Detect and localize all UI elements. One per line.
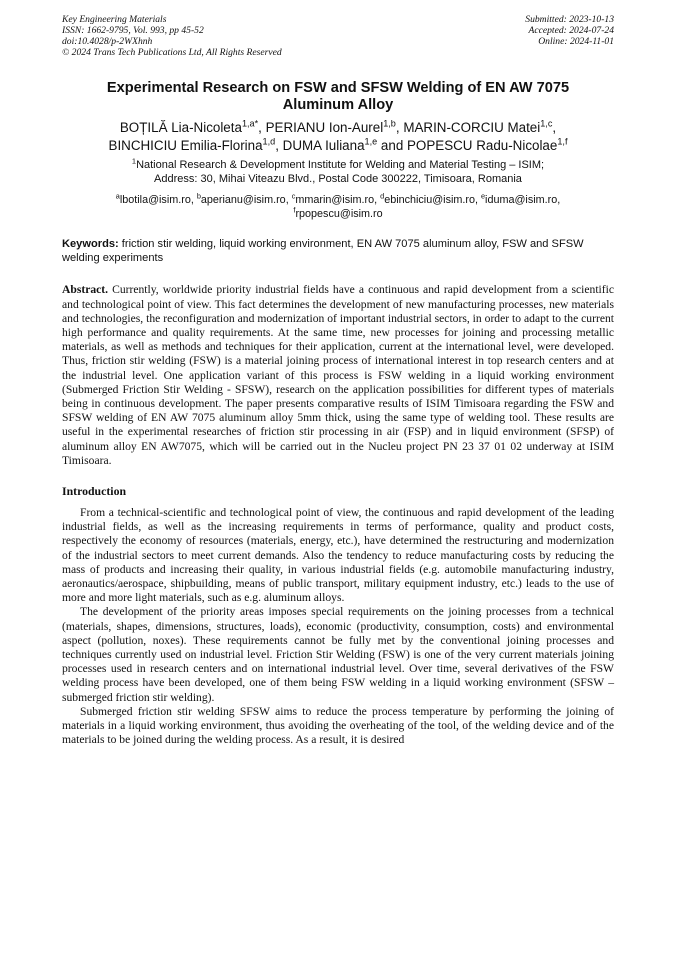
author-list [62,119,614,155]
paper-title-line-2: Aluminum Alloy [282,97,394,113]
affiliation-line-2: Address: 30, Mihai Viteazu Blvd., Postal Code 300222, Timisoara, Romania [154,172,522,185]
email-link[interactable]: $^c$mmarin@isim.ro [291,191,375,206]
journal-header [62,14,614,58]
author: MARIN-CORCIU Matei$^{1,c}$, [403,118,557,135]
introduction-paragraph-3: Submerged friction stir welding SFSW aims to reduce the process temperature by performing the joining of materials in a liquid working environment, thus avoiding the overheating of the tool, of the welding device and of the materials to be joined during the welding process. As a result, it is desired [62,704,614,747]
abstract-text: Currently, worldwide priority industrial fields have a continuous and rapid development from a scientific and technological point of view. This fact determines the development of new manufacturing processes, new materials and technologies, the reconfiguration and modernization of important industrial sectors, in order to adapt to the current high performance and quality requirements. At the same time, new processes for joining and processing metallic materials, as well as methods and techniques for their application, current at the international level, were developed. Thus, friction stir welding (FSW) is a material joining process of international interest in top research centers and at the industrial level. One application variant of this process is FSW welding in a liquid working environment (Submerged Friction Stir Welding - SFSW), research on the application possibilities for different types of materials being in continuous development. The paper presents comparative results of ISIM Timisoara regarding the FSW and SFSW welding of EN AW 7075 aluminum alloy 5mm thick, using the same type of welding tool. These results are useful in the experimental researches of friction stir processing in air (FSP) and in liquid environment (SFSP) of aluminum alloy EN AW7075, which will be carried out in the Nucleu project PN 23 37 01 02 underway at ISIM Timisoara. [62,283,614,467]
author: POPESCU Radu-Nicolae$^{1,f}$ [407,136,568,153]
abstract [62,283,614,468]
journal-copyright: © 2024 Trans Tech Publications Ltd, All Rights Reserved [62,47,282,58]
submitted-date: Submitted: 2023-10-13 [525,14,614,25]
email-link[interactable]: $^d$ebinchiciu@isim.ro [380,191,475,206]
abstract-label: Abstract. [62,283,109,297]
email-link[interactable]: $^e$iduma@isim.ro [480,191,558,206]
email-link[interactable]: $^b$aperianu@isim.ro [196,191,286,206]
author: BINCHICIU Emilia-Florina$^{1,d}$, [108,136,283,153]
email-link[interactable]: $^f$rpopescu@isim.ro [293,205,383,220]
introduction-paragraph-2: The development of the priority areas imposes special requirements on the joining processes from a technical (materials, shapes, dimensions, structures, loads), economic (productivity, consumption, costs) and environmental aspect (pollution, noxes). These requirements cannot be fully met by the conventional joining processes and techniques currently used on industrial level. Friction Stir Welding (FSW) is one of the very current materials joining processes used in research centers and on international industrial level. Over time, several derivatives of the FSW welding process have been developed, one of them being FSW welding in a liquid working environment (SFSW – submerged friction stir welding). [62,605,614,704]
accepted-date: Accepted: 2024-07-24 [528,25,614,36]
section-heading-introduction: Introduction [62,484,127,499]
keywords-label: Keywords: [62,238,119,250]
author: BOȚILĂ Lia-Nicoleta$^{1,a*}$, [119,118,266,135]
paper-page [62,14,614,748]
introduction-paragraph-1: From a technical-scientific and technological point of view, the continuous and rapid development of the leading industrial fields, as well as the increasing requirements in terms of performance, quality and product costs, respectively the economy of resources (materials, energy, etc.), have determined the restructuring and modernization of the industrial sectors to meet current demands. Also the tendency to reduce manufacturing costs by reducing the mass of products and increasing their quality, in various industrial fields (e.g. automobile manufacturing industry, aeronautics/aerospace, shipbuilding, means of public transport, military equipment industry, etc.) leads to the use of more and more light materials, such as e.g. aluminum alloys. [62,506,614,605]
affiliation-line-1: $^1$National Research & Development Institute for Welding and Material Testing – ISIM; [131,156,545,171]
keywords [62,237,614,265]
keywords-text: friction stir welding, liquid working environment, EN AW 7075 aluminum alloy, FSW and SFSW welding experiments [62,238,584,265]
journal-issn: ISSN: 1662-9795, Vol. 993, pp 45-52 [62,25,204,36]
author: PERIANU Ion-Aurel$^{1,b}$, [265,118,404,135]
affiliation [62,156,614,186]
author: DUMA Iuliana$^{1,e}$ and [282,136,407,153]
author-emails: $^a$lbotila@isim.ro, $^b$aperianu@isim.ro, $^c$mmarin@isim.ro, $^d$ebinchiciu@isim.ro, $^e$iduma@isim.ro, $^f$rpopescu@isim.ro [115,191,561,220]
journal-name: Key Engineering Materials [62,14,167,25]
online-date: Online: 2024-11-01 [538,36,614,47]
paper-title-line-1: Experimental Research on FSW and SFSW Welding of EN AW 7075 [106,80,570,96]
publication-dates [525,14,614,58]
email-link[interactable]: $^a$lbotila@isim.ro [115,191,191,206]
paper-title [62,80,614,114]
journal-doi[interactable]: doi:10.4028/p-2WXhnh [62,36,153,47]
journal-info [62,14,282,58]
